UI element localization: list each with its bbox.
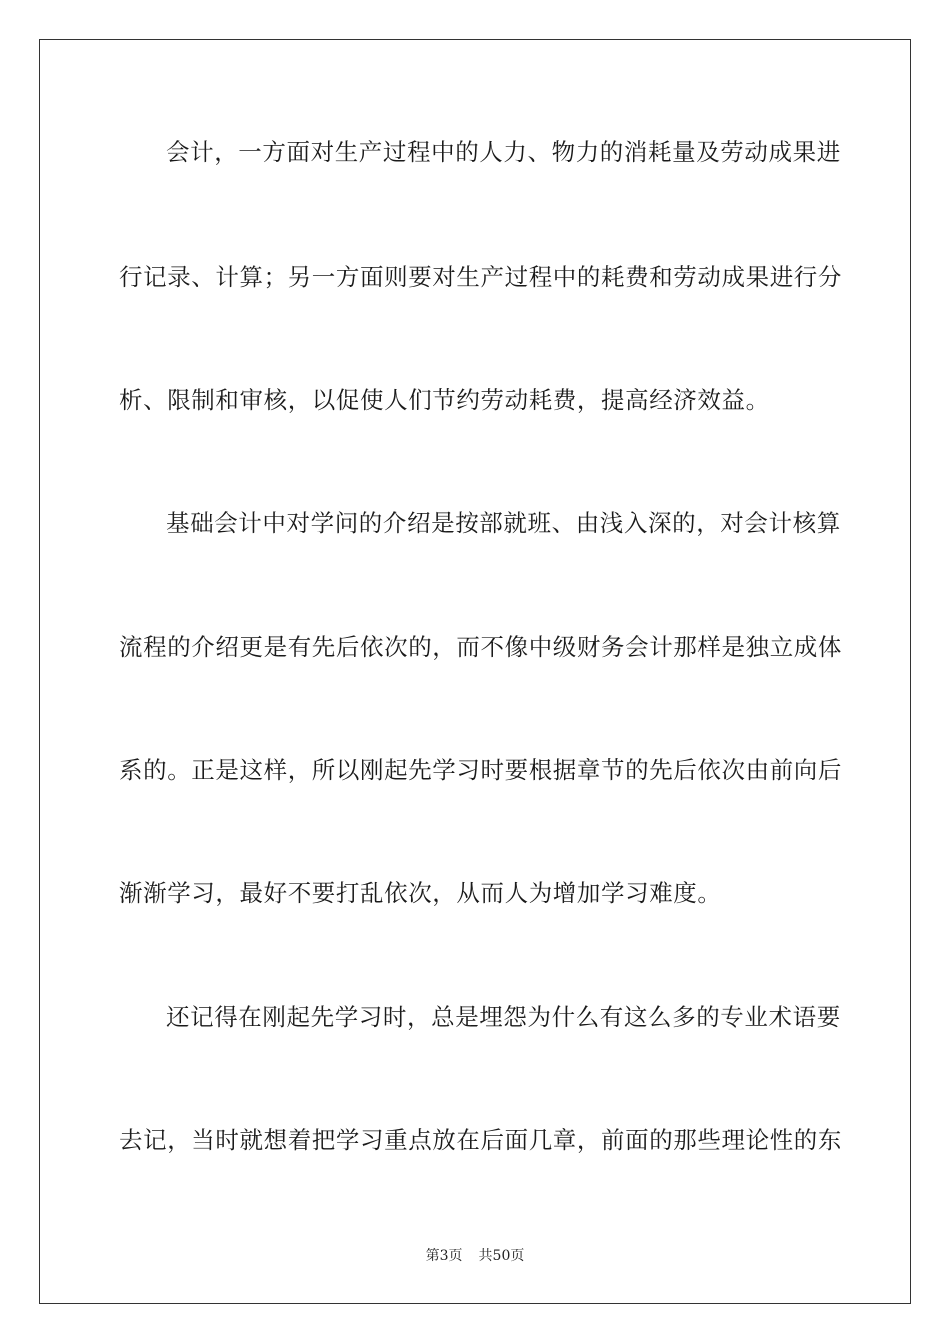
page-footer (0, 1247, 950, 1265)
paragraph-2-line-1: 基础会计中对学问的介绍是按部就班、由浅入深的，对会计核算 (166, 509, 841, 537)
page-border (39, 39, 911, 1304)
paragraph-1-line-3: 析、限制和审核，以促使人们节约劳动耗费，提高经济效益。 (119, 386, 770, 414)
paragraph-2-line-3: 系的。正是这样，所以刚起先学习时要根据章节的先后依次由前向后 (119, 756, 842, 784)
paragraph-3-line-2: 去记，当时就想着把学习重点放在后面几章，前面的那些理论性的东 (119, 1126, 842, 1154)
page-number: 第3页 (425, 1248, 463, 1264)
paragraph-2-line-2: 流程的介绍更是有先后依次的，而不像中级财务会计那样是独立成体 (119, 633, 842, 661)
page-total: 共50页 (478, 1248, 525, 1264)
paragraph-1-line-2: 行记录、计算；另一方面则要对生产过程中的耗费和劳动成果进行分 (119, 263, 842, 291)
paragraph-3-line-1: 还记得在刚起先学习时，总是埋怨为什么有这么多的专业术语要 (166, 1003, 841, 1031)
paragraph-1-line-1: 会计，一方面对生产过程中的人力、物力的消耗量及劳动成果进 (166, 138, 841, 166)
paragraph-2-line-4: 渐渐学习，最好不要打乱依次，从而人为增加学习难度。 (119, 879, 722, 907)
